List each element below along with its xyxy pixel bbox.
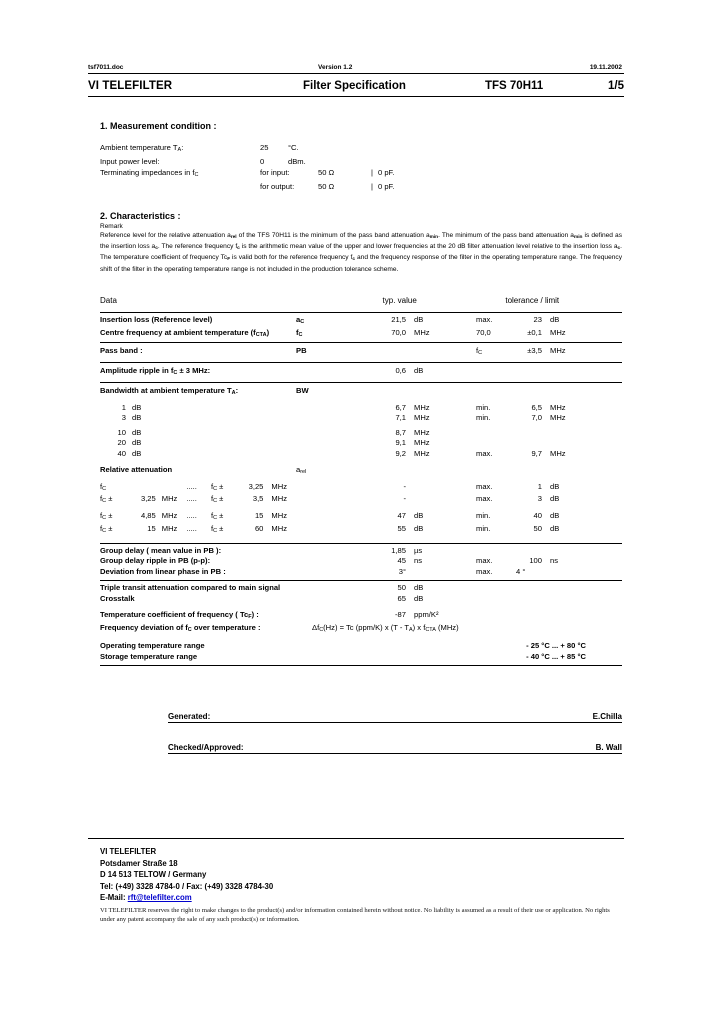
- table-row: [100, 524, 622, 537]
- att2-f1-val: 3,25: [140, 494, 156, 504]
- triple-transit-typ: 50: [397, 583, 406, 593]
- ambient-temperature-value: 25: [260, 143, 269, 152]
- table-row: [100, 328, 622, 344]
- att1-limit-unit: dB: [550, 481, 560, 491]
- bandwidth-label-text: Bandwidth at ambient temperature T: [100, 385, 232, 395]
- att2-typ: -: [403, 494, 406, 504]
- pass-band-symbol: PB: [296, 346, 307, 356]
- relative-attenuation-label: Relative attenuation: [100, 465, 173, 475]
- att1-f1-sym: f: [100, 481, 103, 491]
- table-row: [100, 581, 622, 594]
- bandwidth-level-10db: [100, 428, 296, 439]
- amplitude-ripple-typ-unit: dB: [414, 366, 424, 376]
- bandwidth-40db-typ-unit: MHz: [414, 448, 430, 458]
- att1-f2: [211, 482, 236, 495]
- att1-f1-unit: [156, 482, 187, 495]
- group-delay-ripple-limit-value: 100: [529, 556, 542, 566]
- footer-divider: [88, 838, 624, 839]
- bandwidth-1db-limit-unit: MHz: [550, 402, 566, 412]
- linear-phase-deviation-label: Deviation from linear phase in PB :: [100, 566, 226, 576]
- temperature-coefficient-unit: ppm/K²: [414, 610, 439, 620]
- header-spec-title: Filter Specification: [303, 80, 406, 92]
- bandwidth-20db-typ: 9,1: [395, 438, 406, 448]
- remark-sub-8: c: [352, 257, 356, 263]
- att3-typ-unit: dB: [414, 511, 424, 521]
- att3-f2-pm: ±: [219, 511, 224, 521]
- amplitude-ripple-label: [100, 366, 296, 379]
- att1-limit-kind: max.: [476, 481, 493, 491]
- att2-f1-sub: C: [102, 498, 107, 505]
- centre-frequency-label-text: Centre frequency at ambient temperature (f: [100, 327, 256, 337]
- remark-part-7: . The temperature coefficient of frequency Tc: [100, 243, 622, 262]
- att3-f1-val: 4,85: [140, 511, 156, 521]
- att2-f2-sub: C: [213, 498, 218, 505]
- att3-limit-unit: dB: [550, 511, 560, 521]
- table-row: [100, 438, 622, 449]
- table-row: [100, 449, 622, 460]
- att2-f2-pm: ±: [219, 494, 224, 504]
- group-delay-ripple-limit-kind: max.: [476, 556, 493, 566]
- temperature-coefficient-value: -87: [395, 610, 406, 620]
- bandwidth-symbol: BW: [296, 385, 309, 395]
- centre-frequency-label-tail: ): [266, 327, 270, 337]
- bandwidth-1db-limit-kind: min.: [476, 402, 491, 412]
- signature-generated: [168, 712, 622, 723]
- group-delay-ripple-typ: 45: [397, 556, 406, 566]
- header-meta-row: [88, 64, 624, 74]
- dev-label-tail: over temperature :: [191, 622, 261, 632]
- centre-frequency-symbol-text: f: [296, 327, 299, 337]
- att2-limit-unit: dB: [550, 494, 560, 504]
- triple-transit-label: Triple transit attenuation compared to main signal: [100, 583, 281, 593]
- table-header-row: [100, 294, 622, 312]
- att1-f2-sub: C: [213, 485, 218, 492]
- remark-part-4: is defined as the insertion loss a: [100, 232, 622, 251]
- bandwidth-level-value: 40: [117, 448, 126, 458]
- centre-frequency-label-sub: CTA: [255, 331, 267, 338]
- bandwidth-40db-limit-kind: max.: [476, 448, 493, 458]
- att3-f2: [211, 511, 236, 524]
- att2-limit-value: 3: [537, 494, 542, 504]
- centre-frequency-label: [100, 328, 296, 341]
- bandwidth-3db-limit-unit: MHz: [550, 413, 566, 423]
- bandwidth-label-tail: :: [235, 385, 239, 395]
- bandwidth-level-3db: [100, 413, 296, 424]
- table-row: [100, 363, 622, 383]
- ambient-temperature-unit: °C.: [288, 143, 299, 152]
- centre-frequency-typ-unit: MHz: [414, 327, 430, 337]
- att3-typ: 47: [397, 511, 406, 521]
- footer-email-link[interactable]: rft@telefilter.com: [127, 893, 192, 902]
- att1-f1-sub: C: [102, 485, 107, 492]
- attenuation-range-2: [100, 494, 296, 507]
- bandwidth-level-unit: dB: [132, 402, 142, 412]
- table-row: [100, 594, 622, 605]
- insertion-loss-typ-unit: dB: [414, 315, 424, 324]
- att4-limit-kind: min.: [476, 523, 491, 533]
- measurement-row-ambient-temperature: [100, 142, 418, 156]
- insertion-loss-symbol-sub: C: [300, 319, 305, 326]
- frequency-deviation-label: [100, 623, 304, 636]
- att3-dots: .....: [186, 511, 197, 521]
- att2-f2-val: 3,5: [252, 494, 264, 504]
- amplitude-ripple-label-tail: ± 3 MHz:: [177, 366, 211, 376]
- bandwidth-header-row: [100, 383, 622, 399]
- input-power-unit: dBm.: [288, 157, 306, 167]
- remark-sub-3: min: [573, 235, 583, 241]
- att3-f2-sym: f: [210, 511, 214, 521]
- bandwidth-10db-typ-unit: MHz: [414, 427, 430, 437]
- remark-sub-6: c: [617, 246, 621, 252]
- impedance-label: [100, 167, 260, 181]
- bandwidth-level-1db: [100, 403, 296, 414]
- att2-f2-sym: f: [210, 494, 214, 504]
- bandwidth-3db-typ-unit: MHz: [414, 413, 430, 423]
- att3-f1-unit: MHz: [161, 511, 178, 521]
- storage-temperature-value: - 40 °C ... + 85 °C: [526, 651, 586, 661]
- crosstalk-typ: 65: [397, 593, 406, 603]
- remark-part-9: and the frequency response of the filter in the operating temperature range. The frequency shift of the filter in the operating temperature range is not included in the production tolerance scheme.: [100, 254, 623, 273]
- bandwidth-20db-typ-unit: MHz: [414, 438, 430, 448]
- bandwidth-10db-typ: 8,7: [395, 427, 406, 437]
- input-power-value: 0: [260, 157, 265, 167]
- insertion-loss-label: Insertion loss (Reference level): [100, 315, 213, 324]
- att4-limit-value: 50: [533, 523, 542, 533]
- impedance-input-label: for input:: [260, 168, 290, 178]
- table-row: [100, 312, 622, 328]
- att4-f2-val: 60: [254, 523, 264, 533]
- header-company: VI TELEFILTER: [88, 80, 173, 92]
- formula-fcta-sub: CTA: [425, 626, 436, 633]
- att1-f1-val: [125, 482, 156, 495]
- table-row: [100, 652, 622, 667]
- att2-limit-kind: max.: [476, 494, 493, 504]
- remark-label: Remark: [100, 223, 123, 230]
- pass-band-limit-kind: [476, 346, 510, 359]
- centre-frequency-symbol: [296, 328, 372, 341]
- signature-approved: [168, 743, 622, 754]
- pass-band-limit-value: ±3,5: [527, 346, 542, 356]
- bandwidth-level-20db: [100, 438, 296, 449]
- attenuation-range-3: [100, 511, 296, 524]
- ambient-temperature-label: [100, 142, 260, 156]
- amplitude-ripple-typ: 0,6: [395, 366, 406, 376]
- linear-phase-limit-kind: max.: [476, 566, 493, 576]
- bandwidth-level-unit: dB: [132, 413, 142, 423]
- table-row: [100, 494, 622, 507]
- header-date: 19.11.2002: [589, 64, 622, 71]
- bandwidth-40db-limit-unit: MHz: [550, 448, 566, 458]
- impedance-label-sub: C: [194, 172, 199, 179]
- table-header-data: Data: [100, 296, 117, 305]
- att2-f1-unit: MHz: [161, 494, 178, 504]
- amplitude-ripple-label-text: Amplitude ripple in f: [100, 366, 174, 376]
- att1-typ: -: [403, 481, 406, 491]
- relative-attenuation-symbol: [296, 465, 372, 478]
- group-delay-ripple-typ-unit: ns: [414, 556, 423, 566]
- table-header-typ: typ. value: [382, 296, 417, 305]
- att4-f2: [211, 524, 236, 537]
- attenuation-range-1: [100, 482, 296, 495]
- att3-f1: [100, 511, 125, 524]
- ambient-temperature-sub: A: [177, 147, 182, 154]
- footer-city: D 14 513 TELTOW / Germany: [100, 870, 207, 879]
- footer-disclaimer: VI TELEFILTER reserves the right to make changes to the product(s) and/or information contained herein without notice. No liability is assumed as a result of their use or application. No rights under any patent accompany the sale of any such product(s) or information.: [100, 907, 610, 924]
- header-page-number: 1/5: [608, 80, 624, 92]
- table-header-tolerance: tolerance / limit: [505, 296, 560, 305]
- header-version: Version 1.2: [318, 64, 353, 71]
- table-row: [100, 610, 622, 623]
- att4-f1-sub: C: [102, 528, 107, 535]
- impedance-output-capacitance: 0 pF.: [378, 182, 395, 192]
- bandwidth-level-40db: [100, 449, 296, 460]
- bandwidth-1db-typ-unit: MHz: [414, 402, 430, 412]
- att4-f1: [100, 524, 125, 537]
- pass-band-limit-symbol: f: [476, 346, 479, 356]
- att4-limit-unit: dB: [550, 523, 560, 533]
- footer-address-block: [100, 846, 622, 904]
- remark-part-8: is valid both for the reference frequency f: [230, 254, 353, 262]
- table-row: [100, 556, 622, 567]
- footer-phone: Tel: (+49) 3328 4784-0 / Fax: (+49) 3328 4784-30: [100, 881, 274, 891]
- triple-transit-typ-unit: dB: [414, 583, 424, 593]
- operating-temperature-label: Operating temperature range: [100, 641, 205, 651]
- footer-street: Potsdamer Straße 18: [100, 858, 178, 868]
- insertion-loss-limit-kind: max.: [476, 315, 493, 324]
- signature-generated-name: E.Chilla: [592, 712, 622, 721]
- bandwidth-level-value: 3: [121, 413, 126, 423]
- remark-part-3: . The minimum of the pass band attenuation a: [438, 232, 574, 239]
- dev-label-sub: C: [187, 626, 192, 633]
- remark-sub-1: rel: [230, 235, 237, 241]
- att2-f2: [211, 494, 236, 507]
- temperature-coefficient-label: [100, 610, 372, 623]
- bandwidth-40db-typ: 9,2: [395, 448, 406, 458]
- insertion-loss-symbol: [296, 315, 372, 328]
- centre-frequency-limit-unit: MHz: [550, 327, 566, 337]
- tc-label-sub: F: [248, 614, 252, 621]
- storage-temperature-label: Storage temperature range: [100, 651, 198, 661]
- bandwidth-3db-typ: 7,1: [395, 413, 406, 423]
- bandwidth-level-unit: dB: [132, 438, 142, 448]
- bandwidth-40db-limit-value: 9,7: [531, 448, 542, 458]
- relative-attenuation-symbol-text: a: [296, 465, 301, 475]
- characteristics-table: [100, 294, 622, 666]
- remark-body: [100, 231, 622, 274]
- header-filename: tsf7011.doc: [88, 64, 124, 71]
- attenuation-range-4: [100, 524, 296, 537]
- att1-dots: .....: [186, 481, 197, 491]
- formula-ta-sub: A: [409, 626, 413, 633]
- insertion-loss-limit-value: 23: [533, 315, 542, 324]
- pass-band-limit-unit: MHz: [550, 346, 566, 356]
- table-row: [100, 641, 622, 652]
- impedance-input-ohm: 50 Ω: [318, 168, 335, 178]
- remark-sub-4: c: [155, 246, 158, 252]
- table-row: [100, 511, 622, 524]
- centre-frequency-typ: 70,0: [391, 327, 406, 337]
- remark-part-2: of the TFS 70H11 is the minimum of the pass band attenuation a: [236, 232, 430, 239]
- att4-typ: 55: [397, 523, 406, 533]
- att1-f2-pm: ±: [219, 481, 224, 491]
- section-2-title: 2. Characteristics :: [100, 211, 181, 221]
- amplitude-ripple-label-sub: C: [173, 370, 178, 377]
- att2-f1-pm: ±: [108, 494, 113, 504]
- bandwidth-level-value: 1: [121, 402, 126, 412]
- section-1-title: 1. Measurement condition :: [100, 121, 217, 131]
- bandwidth-1db-limit-value: 6,5: [531, 402, 542, 412]
- table-row: [100, 343, 622, 363]
- impedance-input-separator: |: [371, 168, 373, 178]
- ambient-temperature-label-text: Ambient temperature T: [100, 143, 178, 152]
- frequency-deviation-formula: $\Delta f_C(Hz) = Tc$ (ppm/K) x $(T - T_A)$ x $f_{CTA}$ (MHz): [312, 622, 459, 633]
- att4-typ-unit: dB: [414, 523, 424, 533]
- bandwidth-1db-typ: 6,7: [395, 402, 406, 412]
- att3-f2-unit: MHz: [271, 511, 288, 521]
- bandwidth-level-value: 10: [117, 427, 126, 437]
- operating-temperature-value: - 25 °C ... + 80 °C: [526, 641, 586, 651]
- footer-email-label: E-Mail:: [100, 893, 128, 902]
- header-title-row: [88, 74, 624, 97]
- signature-generated-label: Generated:: [168, 712, 211, 721]
- centre-frequency-limit-value: ±0,1: [527, 327, 542, 337]
- formula-fc-sub: C: [319, 626, 324, 633]
- remark-sub-7: F: [227, 257, 231, 263]
- att3-limit-value: 40: [533, 511, 542, 521]
- att4-f1-unit: MHz: [161, 523, 178, 533]
- footer-email-row: [100, 892, 622, 904]
- group-delay-label: Group delay ( mean value in PB ):: [100, 545, 222, 555]
- linear-phase-typ: 3°: [398, 566, 406, 576]
- impedance-output-separator: |: [371, 182, 373, 192]
- impedance-output-spacer: [100, 181, 260, 192]
- table-row: [100, 623, 622, 636]
- document-header: [88, 64, 624, 97]
- crosstalk-typ-unit: dB: [414, 593, 424, 603]
- insertion-loss-limit-unit: dB: [550, 315, 560, 324]
- dev-label-text: Frequency deviation of f: [100, 622, 188, 632]
- att3-f1-sym: f: [100, 511, 103, 521]
- remark-part-1: Reference level for the relative attenuation a: [100, 232, 231, 239]
- footer-company: VI TELEFILTER: [100, 847, 157, 856]
- att4-f2-pm: ±: [219, 523, 224, 533]
- att3-f2-sub: C: [213, 515, 218, 522]
- signature-approved-label: Checked/Approved:: [168, 743, 244, 752]
- insertion-loss-typ: 21,5: [391, 315, 406, 324]
- relative-attenuation-symbol-sub: rel: [300, 469, 307, 476]
- att3-limit-kind: min.: [476, 511, 491, 521]
- bandwidth-3db-limit-kind: min.: [476, 413, 491, 423]
- bandwidth-label: [100, 386, 296, 399]
- att4-f1-pm: ±: [108, 523, 113, 533]
- bandwidth-level-value: 20: [117, 438, 126, 448]
- impedance-label-text: Terminating impedances in f: [100, 168, 195, 178]
- att1-limit-value: 1: [537, 481, 542, 491]
- table-row: [100, 543, 622, 557]
- tc-label-tail: ) :: [251, 610, 259, 620]
- group-delay-typ: 1,85: [391, 545, 406, 555]
- att3-f1-pm: ±: [108, 511, 113, 521]
- att1-f1: [100, 482, 125, 495]
- group-delay-ripple-limit-unit: ns: [550, 556, 559, 566]
- bandwidth-label-sub: A: [231, 390, 236, 397]
- att2-f2-unit: MHz: [271, 494, 288, 504]
- pass-band-limit-sub: C: [478, 350, 483, 357]
- insertion-loss-symbol-text: a: [296, 315, 301, 324]
- att4-f2-unit: MHz: [271, 523, 288, 533]
- impedance-input-capacitance: 0 pF.: [378, 168, 395, 178]
- centre-frequency-limit-kind: 70,0: [476, 327, 491, 337]
- table-row: [100, 482, 622, 495]
- att4-f2-sub: C: [213, 528, 218, 535]
- crosstalk-label: Crosstalk: [100, 593, 135, 603]
- linear-phase-limit-value: 4 °: [516, 566, 526, 576]
- att1-f2-sym: f: [210, 481, 214, 491]
- table-row: [100, 567, 622, 582]
- header-part-number: TFS 70H11: [485, 80, 544, 92]
- impedance-output-label: for output:: [260, 182, 295, 192]
- signature-approved-name: B. Wall: [595, 743, 622, 752]
- centre-frequency-symbol-sub: C: [298, 331, 303, 338]
- remark-part-6: is the arithmetic mean value of the upper and lower frequencies at the 20 dB filter attenuation level relative to the insertion loss a: [239, 243, 618, 251]
- measurement-row-impedance-output: [100, 181, 418, 192]
- remark-sub-5: c: [237, 246, 240, 252]
- measurement-row-impedance-input: [100, 167, 418, 181]
- att4-f1-val: 15: [147, 523, 156, 533]
- att2-dots: .....: [186, 494, 197, 504]
- att1-f2-val: 3,25: [248, 481, 264, 491]
- table-row: [100, 413, 622, 424]
- table-row: [100, 403, 622, 414]
- tc-label-text: Temperature coefficient of frequency ( Tc: [100, 610, 249, 620]
- att3-f2-val: 15: [254, 511, 264, 521]
- group-delay-ripple-label: Group delay ripple in PB (p-p):: [100, 556, 211, 566]
- table-row: [100, 428, 622, 439]
- pass-band-label: Pass band :: [100, 346, 143, 356]
- ambient-temperature-label-tail: :: [181, 143, 184, 152]
- remark-part-5: . The reference frequency f: [157, 243, 238, 251]
- measurement-row-input-power: [100, 156, 418, 167]
- group-delay-typ-unit: µs: [414, 545, 423, 555]
- att2-f1: [100, 494, 125, 507]
- measurement-conditions: [100, 142, 418, 192]
- impedance-output-ohm: 50 Ω: [318, 182, 335, 192]
- bandwidth-3db-limit-value: 7,0: [531, 413, 542, 423]
- input-power-label: Input power level:: [100, 157, 160, 167]
- bandwidth-level-unit: dB: [132, 448, 142, 458]
- att2-f1-sym: f: [100, 494, 103, 504]
- att3-f1-sub: C: [102, 515, 107, 522]
- att1-f2-unit: MHz: [271, 481, 288, 491]
- remark-sub-2: min: [429, 235, 439, 241]
- att4-f2-sym: f: [210, 523, 214, 533]
- att4-f1-sym: f: [100, 523, 103, 533]
- relative-attenuation-header-row: [100, 465, 622, 478]
- att4-dots: .....: [186, 523, 197, 533]
- bandwidth-level-unit: dB: [132, 427, 142, 437]
